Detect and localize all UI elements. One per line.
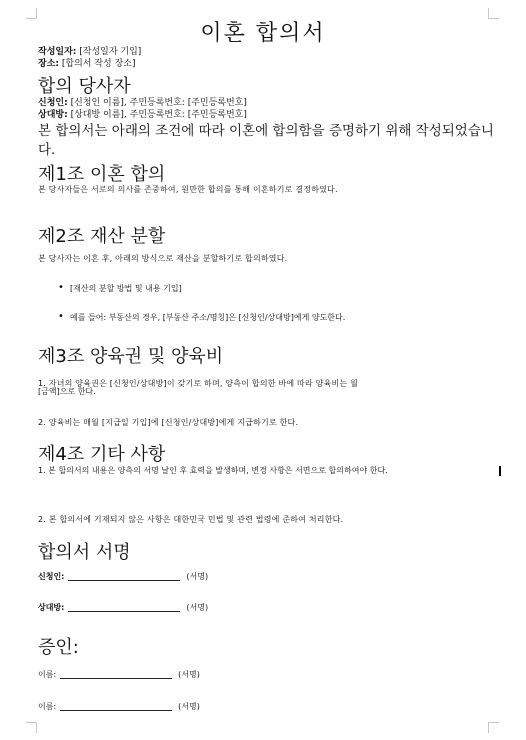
article3-item-1: 1. 자녀의 양육권은 [신청인/상대방]이 갖기로 하며, 양측이 합의한 바에 따라 양육비는 월 — [38, 379, 359, 388]
applicant-value: [신청인 이름], 주민등록번호: [주민등록번호] — [70, 98, 247, 108]
signature-heading: 합의서 서명 — [38, 542, 131, 563]
article3-heading: 제3조 양육권 및 양육비 — [38, 346, 224, 367]
applicant-signature-blank[interactable] — [68, 580, 180, 581]
crop-mark-bottom-left — [26, 722, 37, 733]
applicant-line — [38, 98, 247, 109]
date-line — [38, 47, 141, 58]
date-label: 작성일자: — [38, 47, 77, 57]
text-cursor — [499, 466, 501, 476]
applicant-sign-note: (서명) — [186, 572, 209, 581]
place-value: [합의서 작성 장소] — [61, 59, 136, 69]
date-value: [작성일자 기입] — [79, 47, 142, 57]
witness-1-line — [38, 669, 200, 680]
respondent-line — [38, 110, 247, 121]
document-title: 이혼 합의서 — [200, 21, 326, 46]
article1-text: 본 당사자들은 서로의 의사를 존중하여, 원만한 합의를 통해 이혼하기로 결정하였다. — [38, 185, 338, 194]
witness-2-name-label: 이름: — [38, 702, 57, 711]
respondent-label: 상대방: — [38, 110, 68, 120]
crop-mark-bottom-right — [488, 722, 499, 733]
respondent-sign-note: (서명) — [186, 603, 209, 612]
respondent-signature-blank[interactable] — [68, 611, 180, 612]
applicant-signature-label: 신청인: — [38, 572, 65, 581]
article4-heading: 제4조 기타 사항 — [38, 444, 166, 465]
article2-bullet-1: • [재산의 분할 방법 및 내용 기입] — [70, 283, 182, 294]
respondent-signature-label: 상대방: — [38, 603, 65, 612]
article3-item-2: 2. 양육비는 매월 [지급일 기입]에 [신청인/상대방]에게 지급하기로 한다. — [38, 418, 299, 427]
article2-heading: 제2조 재산 분할 — [38, 226, 166, 247]
article4-item-2: 2. 본 합의서에 기재되지 않은 사항은 대한민국 민법 및 관련 법령에 준하여 처리한다. — [38, 515, 344, 524]
applicant-signature-line — [38, 571, 208, 582]
witness-1-blank[interactable] — [60, 678, 172, 679]
article2-bullet-2: • 예를 들어: 부동산의 경우, [부동산 주소/명칭]은 [신청인/상대방]에게 양도한다. — [70, 312, 345, 323]
parties-heading: 합의 당사자 — [38, 76, 131, 97]
article4-item-1: 1. 본 합의서의 내용은 양측의 서명 날인 후 효력을 발생하며, 변경 사항은 서면으로 합의하여야 한다. — [38, 466, 388, 475]
article3-item-1-overlap: [금액]으로 한다. — [38, 387, 96, 396]
witness-2-blank[interactable] — [60, 710, 172, 711]
witness-1-sign-note: (서명) — [178, 670, 200, 679]
applicant-label: 신청인: — [38, 98, 68, 108]
article1-heading: 제1조 이혼 합의 — [38, 164, 166, 185]
witness-heading: 증인: — [38, 637, 79, 658]
witness-2-line — [38, 701, 200, 712]
article2-text: 본 당사자는 이혼 후, 아래의 방식으로 재산을 분할하기로 합의하였다. — [38, 254, 288, 263]
witness-2-sign-note: (서명) — [178, 702, 200, 711]
intro-paragraph: 본 합의서는 아래의 조건에 따라 이혼에 합의함을 증명하기 위해 작성되었습니다. — [38, 123, 494, 158]
witness-1-name-label: 이름: — [38, 670, 57, 679]
place-line — [38, 59, 135, 70]
respondent-value: [상대방 이름], 주민등록번호: [주민등록번호] — [70, 110, 247, 120]
place-label: 장소: — [38, 59, 59, 69]
respondent-signature-line — [38, 602, 208, 613]
